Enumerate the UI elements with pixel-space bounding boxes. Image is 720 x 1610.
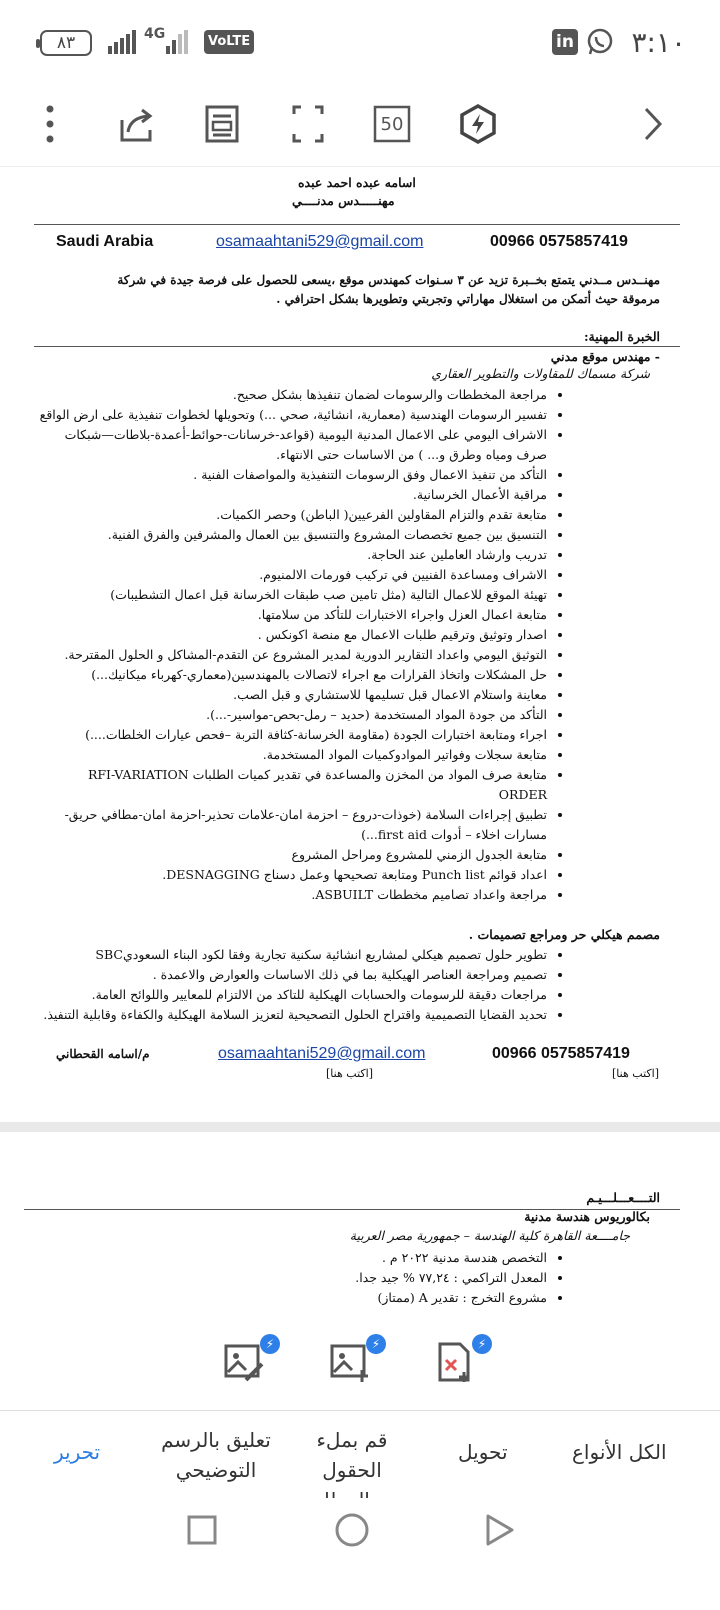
- whatsapp-icon: [586, 28, 614, 56]
- list-item: • التأكد من تنفيذ الاعمال وفق الرسومات التنفيذية والمواصفات الفنية .: [45, 465, 547, 485]
- list-item: • متابعة صرف المواد من المخزن والمساعدة في تقدير كميات الطلبات RFI-VARIATION: [45, 765, 547, 785]
- document-page: [0, 166, 720, 1122]
- ai-tools-icon[interactable]: [454, 100, 502, 148]
- tab-all-types[interactable]: الكل الأنواع: [572, 1440, 667, 1464]
- status-bar: [0, 0, 720, 82]
- design-heading: مصمم هيكلي حر ومراجع تصميمات .: [468, 927, 660, 942]
- tab-edit[interactable]: تحرير: [54, 1440, 101, 1464]
- signature: م/اسامه القحطاني: [56, 1047, 150, 1061]
- tab-convert[interactable]: تحويل: [458, 1440, 508, 1464]
- tab-label-line: التوضيحي: [175, 1458, 257, 1482]
- list-item: • تحديد القضايا التصميمية واقتراح الحلول التصحيحية لتعزيز السلامة الهيكلية والكفاءة وقابلية التنفيذ.: [45, 1005, 547, 1025]
- pdf-to-doc-button[interactable]: [434, 1337, 487, 1390]
- tab-label-line: تعليق بالرسم: [161, 1428, 271, 1452]
- divider: [34, 346, 680, 347]
- design-list: [45, 945, 565, 1025]
- list-item: • اجراء ومتابعة اختبارات الجودة (مقاومة الخرسانة-كثافة التربة –فحص عيارات الخلطات....): [45, 725, 547, 745]
- divider: [34, 224, 680, 225]
- phone: 00966 0575857419: [490, 233, 628, 250]
- list-item: صرف ومياه وطرق و... ) من الاساسات حتى الانتهاء.: [276, 447, 547, 462]
- list-item: • تدريب وارشاد العاملين عند الحاجة.: [45, 545, 547, 565]
- list-item: • الاشراف اليومي على الاعمال المدنية اليومية (قواعد-خرسانات-حوائط-أعمدة-بلاطات—شبكات: [45, 425, 547, 445]
- list-item: • مراجعة واعداد تصاميم مخططات ASBUILT.: [45, 885, 547, 905]
- education-heading: التــــعـــلـــيـم: [586, 1190, 660, 1205]
- tab-annotate[interactable]: [160, 1425, 272, 1485]
- university: جامــــعة القاهرة كلية الهندسة – جمهورية مصر العربية: [349, 1228, 630, 1243]
- list-item: • معاينة واستلام الاعمال قبل تسليمها للاستشاري و قبل الصب.: [45, 685, 547, 705]
- back-icon[interactable]: [484, 1512, 516, 1548]
- phone: 00966 0575857419: [492, 1045, 630, 1062]
- resume-name: اسامه عبده احمد عبده: [298, 175, 416, 190]
- list-item: • مشروع التخرج : تقدير A (ممتاز): [45, 1288, 547, 1308]
- recent-apps-icon[interactable]: [186, 1514, 218, 1546]
- email-link[interactable]: osamaahtani529@gmail.com: [218, 1045, 426, 1062]
- summary-line-2: مرموقة حيث أتمكن من استغلال مهاراتي وتجربتي وتطويرها بشكل احترافي .: [276, 292, 660, 306]
- volte-badge: VoLTE: [204, 30, 254, 54]
- list-item: • تطوير حلول تصميم هيكلي لمشاريع انشائية سكنية تجارية وفقا لكود البناء السعوديSBC: [45, 945, 547, 965]
- signal-2-icon: [166, 28, 188, 54]
- linkedin-icon: in: [552, 29, 578, 55]
- add-image-button[interactable]: [328, 1337, 381, 1390]
- signal-icon: [108, 28, 136, 54]
- bottom-tab-bar: [0, 1410, 720, 1498]
- page-count-icon[interactable]: [368, 100, 416, 148]
- list-item: • المعدل التراكمي : ٧٧,٢٤ % جيد جدا.: [45, 1268, 547, 1288]
- system-navigation-bar: [0, 1498, 720, 1610]
- document-page-2: [0, 1132, 720, 1314]
- tab-label-line: الحقول: [322, 1458, 382, 1482]
- share-icon[interactable]: [112, 100, 160, 148]
- experience-heading: الخبرة المهنية:: [583, 329, 660, 344]
- page-separator: [0, 1122, 720, 1132]
- edit-image-button[interactable]: [222, 1337, 275, 1390]
- job-title: - مهندس موقع مدني: [550, 349, 660, 364]
- degree: بكالوريوس هندسة مدنية: [524, 1209, 650, 1224]
- reading-mode-icon[interactable]: [198, 100, 246, 148]
- list-item: • متابعة تقدم والتزام المقاولين الفرعيين( الباطن) وحصر الكميات.: [45, 505, 547, 525]
- list-item: • متابعة سجلات وفواتير الموادوكميات المواد المستخدمة.: [45, 745, 547, 765]
- fullscreen-icon[interactable]: [284, 100, 332, 148]
- company: شركة مسماك للمقاولات والتطوير العقاري: [431, 366, 650, 381]
- list-item: • حل المشكلات واتخاذ القرارات مع اجراء لاتصالات بالمهندسين(معماري-كهرباء ميكانيك...): [45, 665, 547, 685]
- list-item: • الاشراف ومساعدة الفنيين في تركيب فورمات الالمنيوم.: [45, 565, 547, 585]
- placeholder-text[interactable]: [اكتب هنا]: [326, 1067, 373, 1080]
- list-item: • التنسيق بين جميع تخصصات المشروع والتنسيق بين العمال والمشرفين والفرق الفنية.: [45, 525, 547, 545]
- ai-badge-icon: ⚡: [366, 1334, 386, 1354]
- list-item: • اعداد قوائم Punch list ومتابعة تصحيحها وعمل دسناج DESNAGGING.: [45, 865, 547, 885]
- battery-indicator: ٨٣: [40, 30, 92, 56]
- home-icon[interactable]: [334, 1512, 370, 1548]
- list-item: • تطبيق إجراءات السلامة (خوذات-دروع – احزمة امان-علامات تحذير-احزمة امان-مطافي حريق-: [45, 805, 547, 825]
- placeholder-text[interactable]: [اكتب هنا]: [612, 1067, 659, 1080]
- document-toolbar: [0, 82, 720, 166]
- email-link[interactable]: osamaahtani529@gmail.com: [216, 233, 424, 250]
- ai-badge-icon: ⚡: [472, 1334, 492, 1354]
- list-item: • تهيئة الموقع للاعمال التالية (مثل تامين صب طبقات الخرسانة قبل اعمال التشطيبات): [45, 585, 547, 605]
- list-item: • التأكد من جودة المواد المستخدمة (حديد – رمل-بحص-مواسير-...).: [45, 705, 547, 725]
- chevron-right-icon[interactable]: [628, 100, 676, 148]
- list-item: مسارات اخلاء – أدوات first aid...): [361, 827, 547, 842]
- location: Saudi Arabia: [56, 233, 154, 250]
- page-count: 50: [380, 113, 404, 135]
- list-item: • تصميم ومراجعة العناصر الهيكلية بما في ذلك الاساسات والعوارض والاعمدة .: [45, 965, 547, 985]
- list-item: • مراقبة الأعمال الخرسانية.: [45, 485, 547, 505]
- network-type: 4G: [144, 26, 166, 42]
- resume-title: مهنـــــدس مدنــــي: [292, 193, 395, 208]
- ai-badge-icon: ⚡: [260, 1334, 280, 1354]
- list-item: ORDER: [498, 787, 547, 802]
- more-options-icon[interactable]: [26, 100, 74, 148]
- list-item: • متابعة الجدول الزمني للمشروع ومراحل المشروع: [45, 845, 547, 865]
- duties-list: [39, 385, 565, 905]
- summary-line-1: مهنــدس مــدني يتمتع بخــبرة تزيد عن ٣ سـنوات كمهندس موقع ،يسعى للحصول على فرصة جيدة في شركة: [117, 273, 660, 287]
- clock: ٣:١٠: [631, 26, 686, 59]
- list-item: • اصدار وتوثيق وترقيم طلبات الاعمال مع منصة اكونكس .: [45, 625, 547, 645]
- list-item: • التوثيق اليومي واعداد التقارير الدورية لمدير المشروع عن التقدم-المشاكل و الحلول المقترحة.: [45, 645, 547, 665]
- education-list: [45, 1248, 565, 1308]
- tab-label-line: قم بملء: [316, 1428, 388, 1452]
- list-item: • مراجعة المخططات والرسومات لضمان تنفيذها بشكل صحيح.: [45, 385, 547, 405]
- list-item: • تفسير الرسومات الهندسية (معمارية، انشائية، صحي ...) وتحويلها لخطوات تنفيذية على ارض الواقع: [45, 405, 547, 425]
- list-item: • مراجعات دقيقة للرسومات والحسابات الهيكلية للتاكد من الالتزام للمعايير واللوائح العامة.: [45, 985, 547, 1005]
- list-item: • التخصص هندسة مدنية ٢٠٢٢ م .: [45, 1248, 547, 1268]
- list-item: • متابعة اعمال العزل واجراء الاختبارات للتأكد من سلامتها.: [45, 605, 547, 625]
